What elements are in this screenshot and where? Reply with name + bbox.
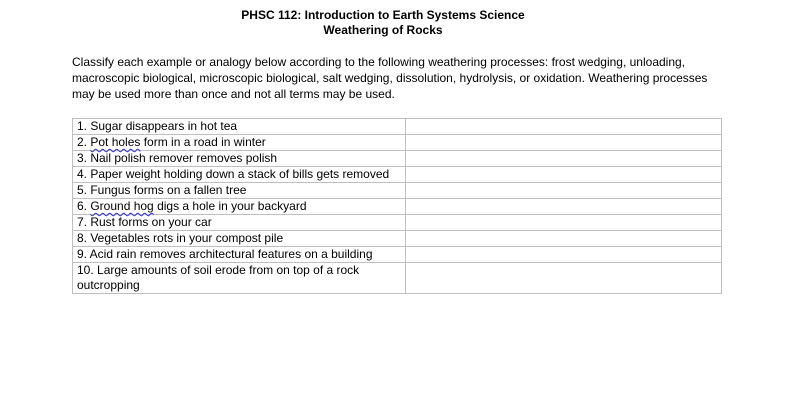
example-cell: 10. Large amounts of soil erode from on top of a rock outcropping — [73, 263, 406, 294]
table-row — [73, 199, 722, 215]
classification-table — [72, 118, 722, 294]
example-cell: 9. Acid rain removes architectural features on a building — [73, 247, 406, 263]
example-cell: 3. Nail polish remover removes polish — [73, 151, 406, 167]
answer-cell[interactable] — [406, 199, 722, 215]
answer-cell[interactable] — [406, 215, 722, 231]
answer-cell[interactable] — [406, 231, 722, 247]
answer-cell[interactable] — [406, 167, 722, 183]
answer-cell[interactable] — [406, 183, 722, 199]
table-row — [73, 247, 722, 263]
table-row — [73, 151, 722, 167]
instructions-paragraph: Classify each example or analogy below according to the following weathering processes: frost wedging, unloading, macroscopic biological, microscopic biological, salt wedging, dissolution, hydrolysis, or oxidation. Weathering processes may be used more than once and not all terms may be used. — [72, 55, 708, 101]
spellcheck-flagged-text: Ground hog — [90, 199, 154, 213]
answer-cell[interactable] — [406, 263, 722, 294]
answer-cell[interactable] — [406, 247, 722, 263]
table-row — [73, 231, 722, 247]
example-cell: 7. Rust forms on your car — [73, 215, 406, 231]
table-row — [73, 263, 722, 294]
example-cell: 6. Ground hog digs a hole in your backyard — [73, 199, 406, 215]
example-cell: 2. Pot holes form in a road in winter — [73, 135, 406, 151]
answer-cell[interactable] — [406, 135, 722, 151]
answer-cell[interactable] — [406, 151, 722, 167]
spellcheck-flagged-text: Pot holes — [90, 135, 141, 149]
course-title: PHSC 112: Introduction to Earth Systems Science — [241, 8, 525, 22]
answer-cell[interactable] — [406, 119, 722, 135]
table-row — [73, 215, 722, 231]
example-cell: 4. Paper weight holding down a stack of bills gets removed — [73, 167, 406, 183]
table-row — [73, 183, 722, 199]
table-row — [73, 167, 722, 183]
example-cell: 1. Sugar disappears in hot tea — [73, 119, 406, 135]
example-cell: 8. Vegetables rots in your compost pile — [73, 231, 406, 247]
topic-title: Weathering of Rocks — [323, 23, 443, 37]
table-row — [73, 135, 722, 151]
table-row — [73, 119, 722, 135]
example-cell: 5. Fungus forms on a fallen tree — [73, 183, 406, 199]
